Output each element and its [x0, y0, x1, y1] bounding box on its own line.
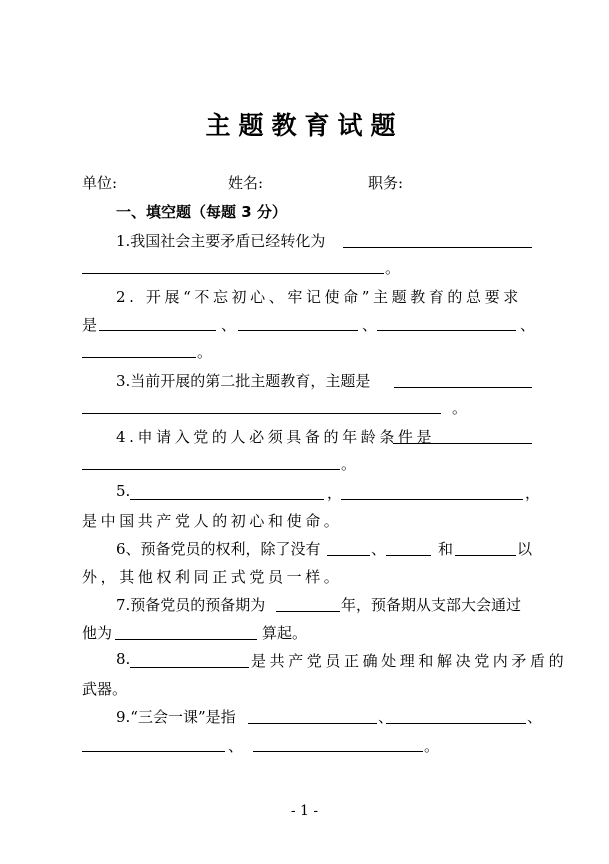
q4-end: 。 — [341, 455, 357, 473]
section-heading: 一、填空题（每题 3 分） — [116, 203, 287, 221]
q9-blank-4[interactable] — [253, 751, 423, 752]
q5-tail: 是中国共产党人的初心和使命。 — [82, 512, 343, 530]
q5-blank-1[interactable] — [130, 499, 324, 500]
q6-blank-2[interactable] — [386, 555, 431, 556]
q8-blank-1[interactable] — [130, 667, 249, 668]
question-9-text: 9.“三会一课”是指 — [116, 708, 236, 726]
q5-sep: ， — [327, 484, 343, 502]
q2-prefix: 是 — [82, 316, 98, 334]
q7-blank-1[interactable] — [276, 611, 340, 612]
q2-end: 。 — [197, 343, 213, 361]
page-title: 主题教育试题 — [205, 111, 404, 140]
q1-end: 。 — [385, 259, 401, 277]
question-7-text-d: 算起。 — [262, 624, 308, 642]
q8-tail: 武器。 — [82, 680, 128, 698]
q7-blank-2[interactable] — [115, 639, 257, 640]
q2-sep-3: 、 — [520, 316, 536, 334]
q2-blank-1[interactable] — [99, 330, 216, 331]
page-number: - 1 - — [290, 803, 319, 819]
question-6-text: 6、预备党员的权利，除了没有 — [116, 540, 321, 558]
question-2-text: 2. 开展“不忘初心、牢记使命”主题教育的总要求 — [116, 288, 522, 306]
q6-tail: 外，其他权利同正式党员一样。 — [82, 568, 343, 586]
q3-end: 。 — [452, 399, 468, 417]
q9-sep-2: 、 — [527, 708, 543, 726]
q2-blank-4[interactable] — [82, 357, 196, 358]
question-7-text-b: 年，预备期从支部大会通过 — [341, 596, 522, 614]
q2-blank-2[interactable] — [238, 330, 358, 331]
question-1-text: 1.我国社会主要矛盾已经转化为 — [116, 232, 326, 250]
question-7-text-a: 7.预备党员的预备期为 — [116, 596, 266, 614]
question-8-number: 8. — [116, 650, 131, 668]
question-7-text-c: 他为 — [82, 624, 113, 642]
q2-sep-2: 、 — [362, 316, 378, 334]
unit-label: 单位: — [82, 174, 118, 192]
q4-blank-2[interactable] — [82, 469, 340, 470]
question-5-number: 5. — [116, 482, 131, 500]
q3-blank-2[interactable] — [82, 413, 441, 414]
q6-blank-1[interactable] — [327, 555, 370, 556]
q3-blank-1[interactable] — [394, 387, 532, 388]
position-label: 职务: — [368, 174, 404, 192]
q9-blank-3[interactable] — [82, 751, 225, 752]
q6-sep: 、 — [371, 540, 387, 558]
q9-end: 。 — [424, 737, 440, 755]
q1-blank-2[interactable] — [82, 273, 384, 274]
q6-blank-3[interactable] — [455, 555, 516, 556]
name-label: 姓名: — [228, 174, 264, 192]
q9-sep-3: 、 — [228, 737, 244, 755]
q6-and: 和 — [438, 540, 454, 558]
question-8-text: 是共产党员正确处理和解决党内矛盾的 — [251, 652, 568, 670]
question-4-text: 4.申请入党的人必须具备的年龄条件是 — [116, 428, 436, 446]
q4-blank-1[interactable] — [393, 443, 532, 444]
q2-sep-1: 、 — [221, 316, 237, 334]
q9-blank-1[interactable] — [248, 723, 377, 724]
q2-blank-3[interactable] — [377, 330, 516, 331]
question-3-text: 3.当前开展的第二批主题教育，主题是 — [116, 372, 371, 390]
q9-blank-2[interactable] — [386, 723, 526, 724]
q6-yi: 以 — [517, 540, 533, 558]
q9-sep-1: 、 — [378, 708, 394, 726]
q5-sep-2: ， — [525, 484, 541, 502]
q1-blank-1[interactable] — [343, 247, 532, 248]
q5-blank-2[interactable] — [341, 499, 523, 500]
